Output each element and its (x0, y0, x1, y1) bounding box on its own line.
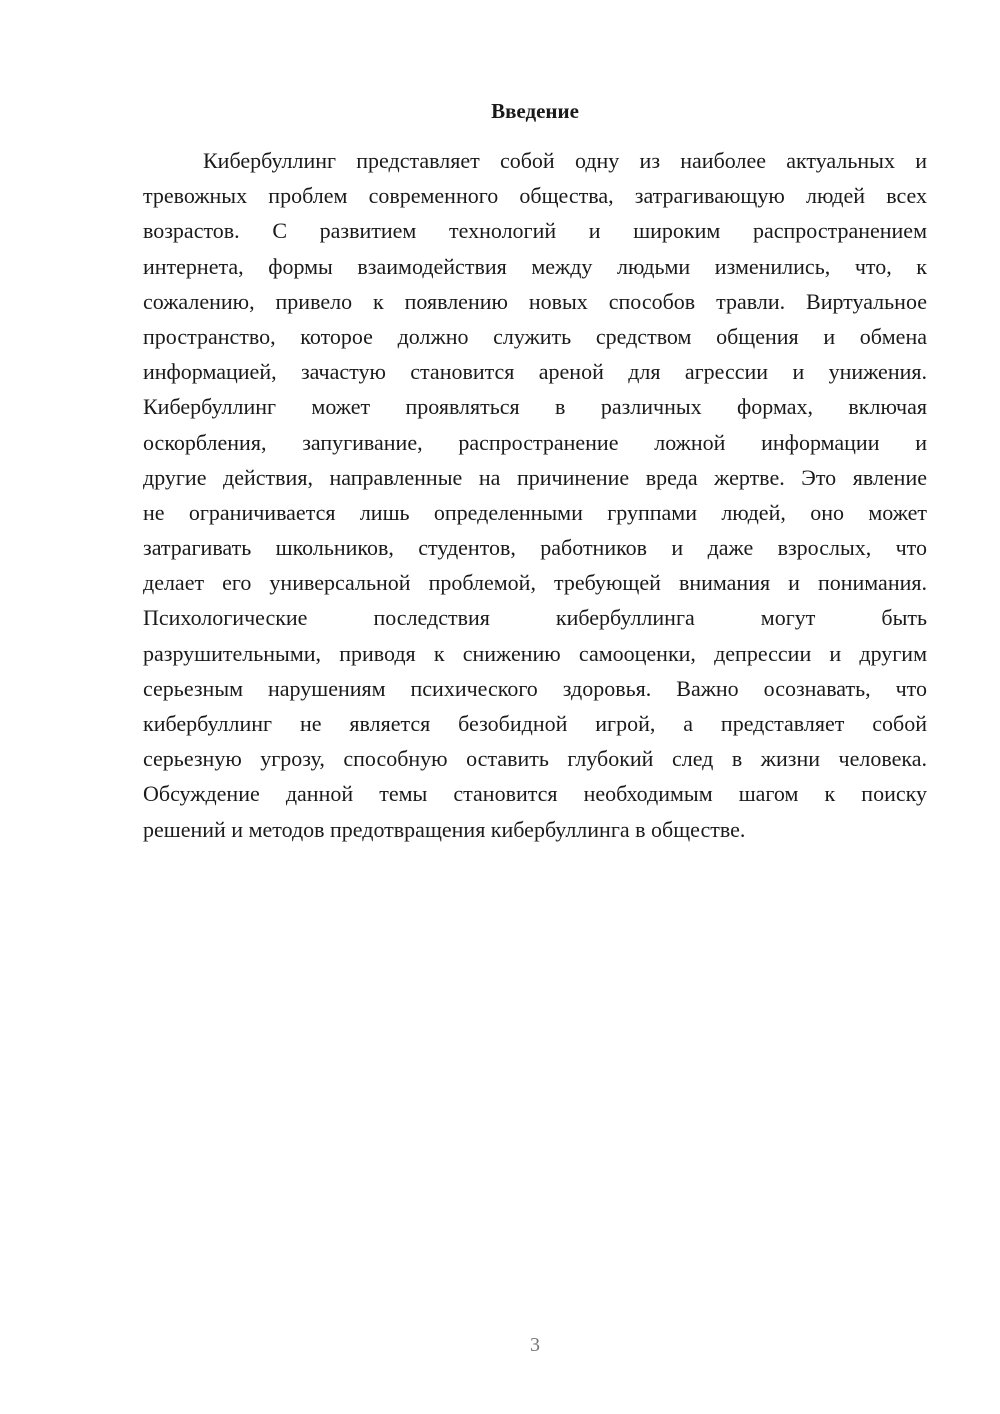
text-line: информацией, зачастую становится ареной для агрессии и унижения. (143, 359, 927, 385)
text-line: делает его универсальной проблемой, требующей внимания и понимания. (143, 570, 927, 596)
section-heading: Введение (491, 99, 579, 123)
text-line: серьезным нарушениям психического здоровья. Важно осознавать, что (143, 675, 927, 701)
text-line: тревожных проблем современного общества, затрагивающую людей всех (143, 183, 927, 209)
text-line: затрагивать школьников, студентов, работников и даже взрослых, что (143, 535, 927, 561)
text-line: Обсуждение данной темы становится необходимым шагом к поиску (143, 781, 927, 807)
text-line: не ограничивается лишь определенными группами людей, оно может (143, 499, 927, 525)
text-line: Кибербуллинг может проявляться в различных формах, включая (143, 394, 927, 420)
text-line: пространство, которое должно служить средством общения и обмена (143, 323, 927, 349)
text-line: оскорбления, запугивание, распространение ложной информации и (143, 429, 927, 455)
text-line: разрушительными, приводя к снижению самооценки, депрессии и другим (143, 640, 927, 666)
page-number: 3 (530, 1334, 540, 1356)
text-line: кибербуллинг не является безобидной игрой, а представляет собой (143, 711, 927, 736)
text-line: серьезную угрозу, способную оставить глубокий след в жизни человека. (143, 746, 927, 772)
text-line: другие действия, направленные на причинение вреда жертве. Это явление (143, 464, 927, 490)
text-line: возрастов. С развитием технологий и широким распространением (143, 218, 927, 244)
text-line: Кибербуллинг представляет собой одну из наиболее актуальных и (203, 148, 927, 173)
text-line: интернета, формы взаимодействия между людьми изменились, что, к (143, 253, 927, 279)
text-line: сожалению, привело к появлению новых способов травли. Виртуальное (143, 288, 927, 314)
text-line: Психологические последствия кибербуллинга могут быть (143, 605, 927, 631)
body-paragraph (143, 143, 927, 847)
text-line: решений и методов предотвращения кибербуллинга в обществе. (143, 816, 746, 842)
